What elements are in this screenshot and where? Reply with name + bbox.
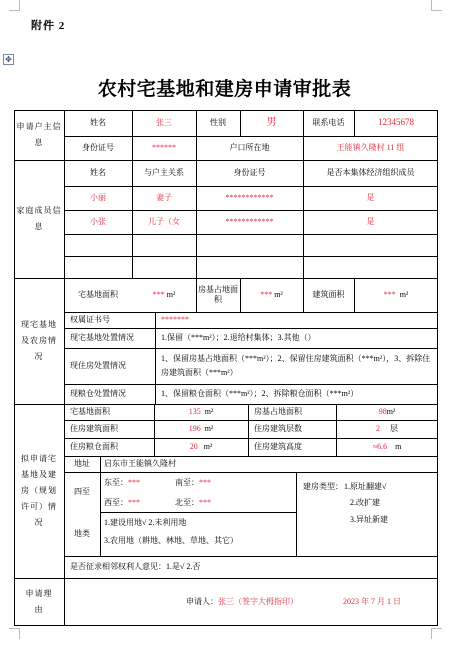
proposed-section-label: 拟申请宅基地及建房（规划许可）情况: [21, 454, 57, 527]
build-type-option: 3.异址新建: [350, 515, 388, 524]
family-header-id: 身份证号: [233, 168, 266, 177]
divider: [296, 472, 297, 556]
divider: [64, 234, 438, 235]
house-disposal-value: 1、保留房基占地面积（***m²）；2、保留住房建筑面积（***m²），3、拆除住房建筑面积（***m²）: [161, 354, 431, 377]
height-unit: m: [395, 442, 402, 451]
build-type-label: 建房类型：: [303, 482, 343, 491]
family-section-label: 家庭成员信息: [16, 206, 62, 231]
landuse-line-2: 3.农用地（耕地、林地、草地、其它）: [104, 536, 238, 545]
proposed-building-label: 住房建筑面积: [70, 424, 118, 433]
family-row-relation: 妻子: [156, 193, 172, 202]
unit: m²: [203, 442, 213, 451]
family-row-relation: 儿子（女: [148, 217, 180, 226]
shed-disposal-label: 现粮仓处置情况: [70, 389, 126, 398]
applicant-phone: 12345678: [378, 117, 414, 128]
build-type-option: 2.改扩建: [350, 498, 380, 507]
boundary-north: 北至：***: [175, 498, 211, 507]
reason-section-label: 申请理由: [25, 589, 53, 614]
divider: [64, 472, 438, 473]
application-date: 2023 年 7 月 1 日: [343, 597, 401, 606]
applicant-id: ******: [152, 143, 176, 152]
disposal-value: 1.保留（***m²）；2.退给村集体；3.其他（）: [161, 333, 316, 342]
phone-label: 联系电话: [312, 118, 345, 127]
build-type-option: 1.原址翻建√: [344, 482, 387, 491]
divider: [14, 578, 438, 579]
applicant-gender: 男: [266, 116, 277, 128]
applicant-address: 王能镇久隆村 11 组: [336, 143, 405, 152]
current-section-label: 现宅基地及农房情况: [21, 320, 57, 361]
applicant-signature: 申请人：张三（签字大拇指印）: [186, 597, 298, 606]
proposed-building-value: 196: [188, 424, 201, 433]
page-corner-bottom-left: [9, 628, 20, 639]
applicant-name: 张三: [156, 118, 172, 127]
boundary-label: 四至: [74, 487, 90, 496]
proposed-shed-value: 20: [189, 442, 198, 451]
site-label: 地址: [74, 459, 90, 468]
unit: m²: [166, 290, 176, 299]
site-value: 启东市王能镇久隆村: [104, 459, 176, 468]
proposed-occupied-value: 98: [378, 407, 387, 416]
page-corner-top-left: [9, 0, 20, 11]
disposal-label: 现宅基地处置情况: [70, 333, 134, 342]
proposed-shed-label: 住房粮仓面积: [70, 442, 118, 451]
family-row-member: 是: [366, 217, 375, 226]
proposed-height-value: ≈6.6: [372, 442, 388, 451]
proposed-land-area-label: 宅基地面积: [70, 407, 110, 416]
family-row-id: ************: [225, 193, 274, 202]
proposed-land-area-value: 135: [188, 407, 201, 416]
floors-unit: 层: [390, 424, 398, 433]
neighbor-consent: 是否征求相邻权利人意见：1.是√ 2.否: [70, 562, 201, 571]
divider: [64, 256, 438, 257]
unit: m²: [274, 290, 283, 299]
landuse-label: 地类: [74, 529, 90, 538]
boundary-east: 东至：***: [104, 478, 140, 487]
page-title: 农村宅基地和建房申请审批表: [97, 79, 352, 100]
divider: [100, 512, 296, 513]
family-row-name: 小张: [90, 217, 106, 226]
family-header-member: 是否本集体经济组织成员: [326, 168, 415, 177]
family-row-id: ************: [225, 217, 274, 226]
page-corner-bottom-right: [431, 628, 442, 639]
applicant-section-label: 申请户主信息: [16, 122, 62, 147]
table-move-handle-icon[interactable]: ✥: [3, 54, 14, 65]
gender-label: 性别: [210, 118, 226, 127]
current-occupied-value: ***: [260, 290, 273, 299]
proposed-floors-value: 2: [376, 424, 380, 433]
current-building-value: ***: [383, 290, 396, 299]
proposed-occupied-label: 房基占地面积: [254, 407, 302, 416]
current-land-area-value: ***: [152, 290, 165, 299]
id-label: 身份证号: [82, 143, 114, 152]
unit: m²: [204, 424, 214, 433]
page-corner-top-right: [431, 0, 442, 11]
proposed-floors-label: 住房建筑层数: [254, 424, 302, 433]
boundary-west: 西至：***: [104, 498, 140, 507]
current-occupied-label: 房基占地面积: [198, 285, 238, 304]
current-land-area-label: 宅基地面积: [78, 290, 118, 299]
family-row-member: 是: [366, 193, 375, 202]
unit: m²: [386, 407, 396, 416]
boundary-south: 南至：***: [175, 478, 211, 487]
family-header-name: 姓名: [90, 168, 106, 177]
unit: m²: [204, 407, 214, 416]
attachment-label: 附件 2: [31, 20, 66, 32]
current-building-label: 建筑面积: [312, 290, 345, 299]
family-row-name: 小丽: [90, 193, 106, 202]
landuse-line-1: 1.建设用地√ 2.未利用地: [104, 518, 187, 527]
unit: m²: [399, 290, 409, 299]
cert-value: *******: [161, 315, 189, 324]
family-header-relation: 与户主关系: [144, 168, 184, 177]
house-disposal-label: 现住房处置情况: [70, 361, 126, 370]
shed-disposal-value: 1、保留粮仓面积（***m²）；2、拆除粮仓面积（***m²）: [161, 389, 359, 398]
cert-label: 权属证书号: [70, 315, 110, 324]
address-label: 户口所在地: [229, 143, 270, 152]
proposed-height-label: 住房建筑高度: [254, 442, 302, 451]
name-label: 姓名: [90, 118, 106, 127]
